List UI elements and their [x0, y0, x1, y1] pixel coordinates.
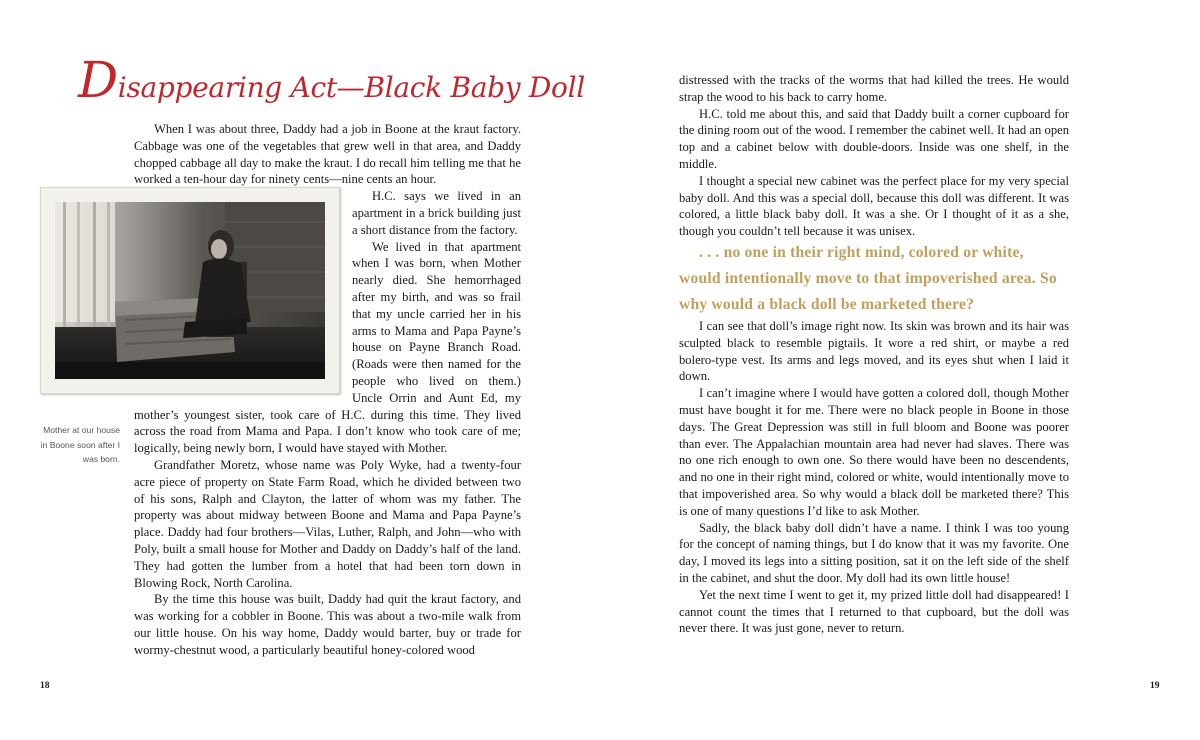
paragraph: Sadly, the black baby doll didn’t have a name. I think I was too young for the concept of naming things, but I do know that it was my favorite. One day, I moved its legs into a sitting position, sat it on the left side of the shelf in the cabinet, and shut the door. My doll had its own little house!: [679, 520, 1069, 585]
right-page: [600, 0, 1200, 740]
chapter-title: [78, 51, 585, 109]
page-number-right: 19: [1150, 681, 1160, 691]
mother-photo: [40, 187, 340, 394]
paragraph: I can’t imagine where I would have gotten a colored doll, though Mother must have bought it for me. There were no black people in Boone in those days. The Great Depression was still in full bloom and Boone was poorer than ever. The Appalachian mountain area had never had slaves. There was no one rich enough to own one. So there would have been no descendents, and no one in their right mind, colored or white, would intentionally move to that impoverished area. So why would a black doll be marketed there? This is one of many questions I’d like to ask Mother.: [679, 386, 1069, 518]
paragraph: When I was about three, Daddy had a job in Boone at the kraut factory. Cabbage was one of the vegetables that grew well in that area, and Daddy chopped cabbage all day to make the kraut. I do recall him telling me that he worked a ten-hour day for ninety cents—nine cents an hour.: [134, 122, 521, 187]
right-text-column: [679, 72, 1069, 637]
title-initial: D: [78, 51, 118, 109]
photo-image: [55, 202, 325, 379]
page-number-left: 18: [40, 681, 50, 691]
left-text-column: [134, 121, 521, 659]
paragraph: H.C. says we lived in an apartment in a brick building just a short distance from the factory.: [352, 189, 521, 237]
title-rest: isappearing Act—Black Baby Doll: [117, 71, 585, 104]
photo-caption: Mother at our house in Boone soon after I was born.: [40, 425, 120, 464]
paragraph-continuation: distressed with the tracks of the worms that had killed the trees. He would strap the wood to his back to carry home.: [679, 73, 1069, 104]
paragraph: Grandfather Moretz, whose name was Poly Wyke, had a twenty-four acre piece of property on State Farm Road, which he divided between two of his sons, Ralph and Clayton, the latter of whom was my father. The property was about midway between Boone and Mama and Papa Payne’s place. Daddy had four brothers—Vilas, Luther, Ralph, and John—who with Poly, built a small house for Mother and Daddy on Daddy’s half of the land. They had gotten the lumber from a hotel that had been torn down in Blowing Rock, North Carolina.: [134, 457, 521, 590]
paragraph: H.C. told me about this, and said that Daddy built a corner cupboard for the dining room out of the wood. I remember the cabinet well. It had an open top and a cabinet below with double-doors. Inside was one shelf, in the middle.: [679, 106, 1069, 171]
paragraph: I thought a special new cabinet was the perfect place for my very special baby doll. And this was a special doll, because this doll was different. It was colored, a little black baby doll. It was a she. Or I thought of it as a she, though you couldn’t tell because it was unisex.: [679, 173, 1069, 239]
paragraph: By the time this house was built, Daddy had quit the kraut factory, and was working for a cobbler in Boone. This was about a two-mile walk from our little house. On his way home, Daddy would barter, buy or trade for wormy-chestnut wood, a particularly beautiful honey-colored wood: [134, 592, 521, 657]
pull-quote: . . . no one in their right mind, colored or white, would intentionally move to that impoverished area. So why would a black doll be marketed there?: [679, 243, 1057, 313]
paragraph: We lived in that apartment when I was born, when Mother nearly died. She hemorrhaged after my birth, and was so frail that my uncle carried her in his arms to Mama and Papa Payne’s house on Payne Branch Road. (Roads were then named for the people who lived on them.) Uncle Orrin and Aunt Ed, my mother’s youngest sister, took care of H.C. during this time. They lived across the road from Mama and Papa. I don’t know who took care of me; logically, being newly born, I would have stayed with Mother.: [134, 239, 521, 456]
paragraph: Yet the next time I went to get it, my prized little doll had disappeared! I cannot count the times that I returned to that cupboard, but the doll was never there. It was just gone, never to return.: [679, 587, 1069, 636]
paragraph: I can see that doll’s image right now. Its skin was brown and its hair was sculpted black to resemble pigtails. It wore a red shirt, or maybe a red bolero-type vest. Its arms and legs moved, and its eyes shut when I laid it down.: [679, 318, 1069, 384]
